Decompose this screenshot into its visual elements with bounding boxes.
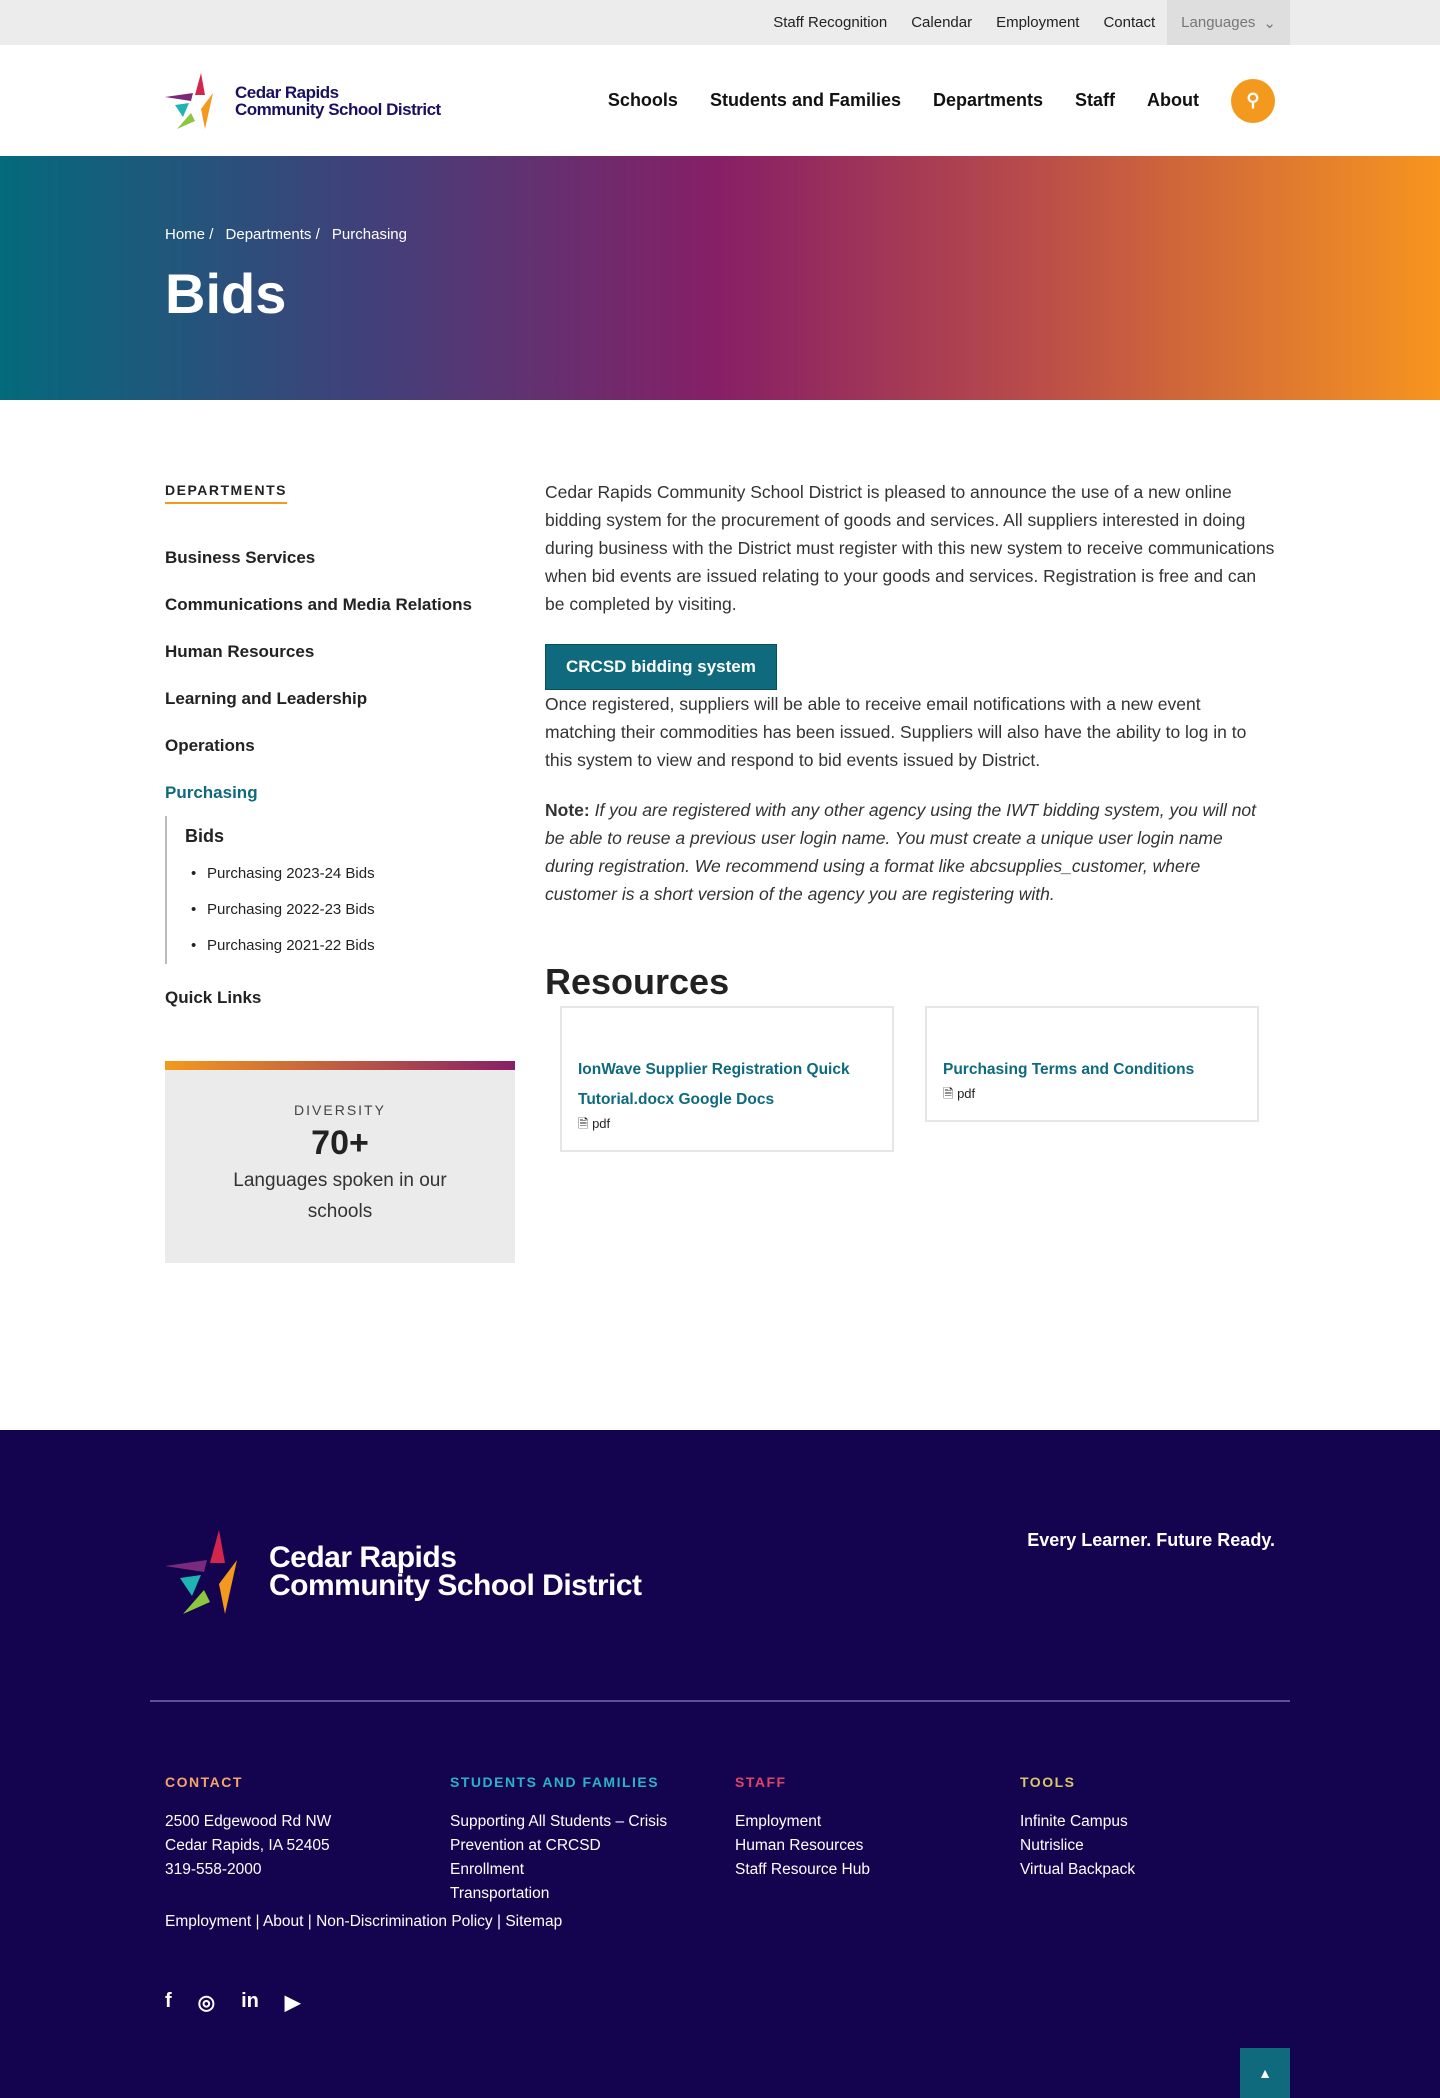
link-calendar[interactable]: Calendar — [911, 14, 973, 31]
main-content — [545, 478, 1275, 1152]
resource-type: pdf — [957, 1086, 976, 1101]
site-footer — [0, 1430, 1440, 2098]
star-logo-icon — [165, 1530, 261, 1614]
youtube-icon[interactable]: ▶ — [284, 1992, 301, 2014]
languages-dropdown[interactable] — [1167, 0, 1290, 45]
note-label: Note: — [545, 800, 590, 820]
resources-list — [545, 1006, 1275, 1152]
sidebar-item-purchasing[interactable]: Purchasing — [165, 783, 258, 802]
breadcrumb-purchasing[interactable]: Purchasing — [331, 226, 407, 243]
sidebar-heading: DEPARTMENTS — [165, 482, 287, 504]
stat-value: 70+ — [311, 1124, 369, 1162]
nav-about[interactable]: About — [1147, 90, 1199, 110]
sidebar-item-human-resources[interactable]: Human Resources — [165, 642, 315, 661]
footer-col-contact — [165, 1770, 450, 1906]
chevron-up-icon: ▲ — [1258, 2065, 1272, 2081]
main-nav — [608, 79, 1275, 123]
search-icon: ⚲ — [1246, 90, 1260, 110]
pdf-file-icon: 🗎 — [578, 1116, 589, 1131]
sidebar-subitem[interactable]: • Purchasing 2021-22 Bids — [185, 928, 515, 964]
footer-col-tools — [1020, 1770, 1305, 1906]
footer-divider — [150, 1700, 1290, 1702]
footer-col-students — [450, 1770, 735, 1906]
social-links — [165, 1990, 300, 2015]
footer-col-heading: STAFF — [735, 1774, 787, 1790]
address-line: 2500 Edgewood Rd NW — [165, 1813, 332, 1830]
page-hero — [0, 156, 1440, 400]
footer-logo[interactable] — [165, 1530, 642, 1614]
resource-card — [560, 1006, 894, 1152]
crcsd-bidding-system-button[interactable]: CRCSD bidding system — [545, 644, 777, 690]
languages-label: Languages — [1181, 14, 1256, 31]
breadcrumb-departments[interactable]: Departments — [225, 226, 312, 243]
footer-col-heading: TOOLS — [1020, 1774, 1076, 1790]
footer-link[interactable]: Employment — [735, 1813, 822, 1830]
chevron-down-icon: ⌄ — [1263, 14, 1276, 32]
star-logo-icon — [165, 73, 229, 129]
footer-link-sitemap[interactable]: Sitemap — [505, 1913, 563, 1930]
sidebar-item-learning[interactable]: Learning and Leadership — [165, 689, 368, 708]
footer-link[interactable]: Staff Resource Hub — [735, 1861, 870, 1878]
footer-col-heading: CONTACT — [165, 1774, 243, 1790]
footer-link-about[interactable]: About — [262, 1913, 304, 1930]
sidebar-item-operations[interactable]: Operations — [165, 736, 255, 755]
footer-link[interactable]: Transportation — [450, 1885, 550, 1902]
footer-link[interactable]: Infinite Campus — [1020, 1813, 1128, 1830]
linkedin-icon[interactable]: in — [241, 1990, 259, 2012]
resource-card — [925, 1006, 1259, 1122]
resource-type: pdf — [592, 1116, 611, 1131]
footer-link-employment[interactable]: Employment — [165, 1913, 252, 1930]
logo-line1: Cedar Rapids — [235, 82, 339, 102]
footer-link[interactable]: Supporting All Students – Crisis Prevention at CRCSD — [450, 1813, 668, 1854]
resource-link[interactable]: IonWave Supplier Registration Quick Tutorial.docx Google Docs — [578, 1061, 850, 1108]
address-line: Cedar Rapids, IA 52405 — [165, 1837, 330, 1854]
tagline: Every Learner. Future Ready. — [1027, 1530, 1275, 1550]
stat-text: Languages spoken in our schools — [233, 1170, 447, 1222]
site-header — [0, 45, 1440, 156]
logo-line2: Community School District — [235, 99, 441, 119]
footer-columns — [165, 1770, 1305, 1906]
nav-staff[interactable]: Staff — [1075, 90, 1116, 110]
note-paragraph — [545, 796, 1275, 908]
footer-link-non-discrimination[interactable]: Non-Discrimination Policy — [316, 1913, 493, 1930]
diversity-stat-card — [165, 1061, 515, 1263]
link-staff-recognition[interactable]: Staff Recognition — [773, 14, 888, 31]
breadcrumb-home[interactable]: Home — [165, 226, 206, 243]
sidebar-subitem[interactable]: • Purchasing 2023-24 Bids — [185, 856, 515, 892]
sidebar-item-communications[interactable]: Communications and Media Relations — [165, 595, 472, 614]
link-contact[interactable]: Contact — [1103, 14, 1156, 31]
note-text: If you are registered with any other agency using the IWT bidding system, you will not be able to reuse a previous user login name. You must create a unique user login name during registration. We recommend using a format like abcsupplies_customer, where customer is a short version of the agency you are registering with. — [545, 800, 1257, 904]
sidebar-subitem[interactable]: • Purchasing 2022-23 Bids — [185, 892, 515, 928]
registration-paragraph: Once registered, suppliers will be able to receive email notifications with a new event matching their commodities has been issued. Suppliers will also have the ability to log in to this system to view and respond to bid events issued by District. — [545, 694, 1247, 770]
breadcrumb: Home / Departments / Purchasing — [165, 226, 407, 243]
logo-line1: Cedar Rapids — [269, 1541, 457, 1574]
search-button[interactable] — [1231, 79, 1275, 123]
instagram-icon[interactable]: ◎ — [197, 1992, 216, 2014]
site-logo[interactable] — [165, 73, 441, 129]
footer-col-heading: STUDENTS AND FAMILIES — [450, 1774, 660, 1790]
footer-link[interactable]: Virtual Backpack — [1020, 1861, 1136, 1878]
footer-link[interactable]: Nutrislice — [1020, 1837, 1084, 1854]
resources-heading: Resources — [545, 961, 730, 1002]
nav-schools[interactable]: Schools — [607, 90, 678, 110]
phone-number[interactable]: 319-558-2000 — [165, 1861, 262, 1878]
intro-paragraph: Cedar Rapids Community School District is pleased to announce the use of a new online bidding system for the procurement of goods and services. All suppliers interested in doing during business with the District must register with this new system to receive communications when bid events are issued relating to your goods and services. Registration is free and can be completed by visiting. — [545, 482, 1275, 614]
footer-col-staff — [735, 1770, 1020, 1906]
facebook-icon[interactable]: f — [165, 1990, 172, 2012]
utility-bar — [0, 0, 1440, 45]
page-title: Bids — [165, 262, 287, 325]
back-to-top-button[interactable] — [1240, 2048, 1290, 2098]
sidebar-item-bids[interactable]: Bids — [185, 826, 225, 846]
pdf-file-icon: 🗎 — [943, 1086, 954, 1101]
footer-bottom-links: Employment | About | Non-Discrimination Policy | Sitemap — [165, 1913, 563, 1930]
logo-line2: Community School District — [269, 1569, 642, 1602]
link-employment[interactable]: Employment — [996, 14, 1080, 31]
stat-label: DIVERSITY — [294, 1102, 386, 1118]
sidebar-item-quick-links[interactable]: Quick Links — [165, 988, 262, 1007]
sidebar — [165, 482, 515, 1263]
nav-students-families[interactable]: Students and Families — [709, 90, 901, 110]
nav-departments[interactable]: Departments — [932, 90, 1044, 110]
sidebar-item-business-services[interactable]: Business Services — [165, 548, 316, 567]
sidebar-submenu — [165, 816, 515, 964]
footer-link[interactable]: Human Resources — [735, 1837, 864, 1854]
resource-link[interactable]: Purchasing Terms and Conditions — [943, 1061, 1195, 1078]
footer-link[interactable]: Enrollment — [450, 1861, 525, 1878]
